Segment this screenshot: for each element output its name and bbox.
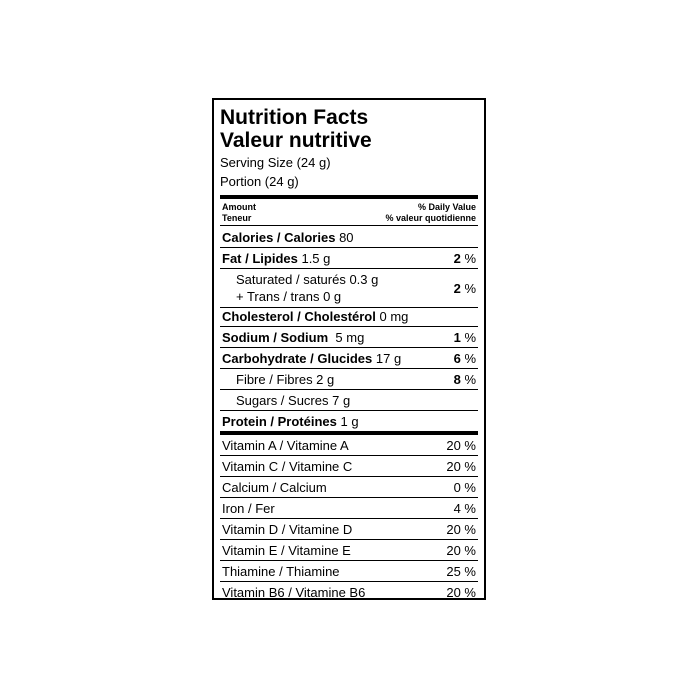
protein-row (220, 411, 478, 431)
vitamin-row (220, 582, 478, 602)
sodium-amount: 5 mg (335, 330, 365, 345)
vitamin-label: Vitamin C / Vitamine C (222, 459, 353, 474)
vitamin-daily-value: 20 % (446, 585, 476, 600)
vitamin-daily-value: 20 % (446, 543, 476, 558)
trans-label: + Trans / trans 0 g (236, 289, 342, 304)
vitamin-label: Vitamin A / Vitamine A (222, 438, 349, 453)
title-french: Valeur nutritive (220, 129, 372, 152)
vitamin-row (220, 477, 478, 498)
vitamin-label: Calcium / Calcium (222, 480, 327, 495)
carbohydrate-amount: 17 g (375, 351, 402, 366)
fibre-row (220, 369, 478, 390)
cholesterol-label: Cholesterol / Cholestérol (222, 309, 376, 324)
vitamin-row (220, 561, 478, 582)
vitamin-daily-value: 4 % (453, 501, 476, 516)
fibre-label: Fibre / Fibres 2 g (236, 372, 335, 387)
fat-row (220, 248, 478, 269)
fat-dv-number: 2 (453, 251, 461, 266)
vitamin-label: Vitamin E / Vitamine E (222, 543, 351, 558)
vitamin-row (220, 519, 478, 540)
fat-label: Fat / Lipides (222, 251, 298, 266)
vitamin-daily-value: 25 % (446, 564, 476, 579)
vitamin-label: Thiamine / Thiamine (222, 564, 340, 579)
sodium-dv-number: 1 (453, 330, 461, 345)
calories-label: Calories / Calories (222, 230, 336, 245)
vitamin-label: Iron / Fer (222, 501, 275, 516)
protein-amount: 1 g (340, 414, 359, 429)
vitamin-label: Vitamin D / Vitamine D (222, 522, 353, 537)
amount-header-french: Teneur (222, 213, 252, 223)
carbohydrate-dv-unit: % (460, 351, 476, 366)
saturated-dv-unit: % (460, 281, 476, 296)
saturated-trans-row (220, 269, 478, 308)
daily-value-header-english: % Daily Value (417, 202, 476, 212)
carbohydrate-label: Carbohydrate / Glucides (222, 351, 373, 366)
saturated-dv-number: 2 (453, 281, 461, 296)
fat-amount: 1.5 g (301, 251, 331, 266)
sodium-row (220, 327, 478, 348)
vitamin-label: Vitamin B6 / Vitamine B6 (222, 585, 366, 600)
fat-dv-unit: % (460, 251, 476, 266)
vitamin-row (220, 540, 478, 561)
nutrition-facts-label (212, 98, 486, 600)
fibre-dv-number: 8 (453, 372, 461, 387)
vitamin-daily-value: 20 % (446, 522, 476, 537)
vitamin-daily-value: 20 % (446, 438, 476, 453)
cholesterol-row (220, 306, 478, 327)
fibre-dv-unit: % (460, 372, 476, 387)
protein-label: Protein / Protéines (222, 414, 337, 429)
calories-amount: 80 (339, 230, 354, 245)
sugars-label: Sugars / Sucres 7 g (236, 393, 351, 408)
cholesterol-amount: 0 mg (379, 309, 409, 324)
sodium-label: Sodium / Sodium (222, 330, 329, 345)
carbohydrate-dv-number: 6 (453, 351, 461, 366)
header-divider (220, 225, 478, 226)
vitamin-row (220, 498, 478, 519)
calories-row (220, 227, 478, 248)
serving-size-french: Portion (24 g) (220, 174, 299, 189)
vitamin-row (220, 435, 478, 456)
serving-size-english: Serving Size (24 g) (220, 155, 331, 170)
amount-header-english: Amount (222, 202, 256, 212)
saturated-label: Saturated / saturés 0.3 g (236, 272, 379, 287)
vitamin-daily-value: 20 % (446, 459, 476, 474)
vitamin-row (220, 456, 478, 477)
vitamin-daily-value: 0 % (453, 480, 476, 495)
daily-value-header-french: % valeur quotidienne (385, 213, 476, 223)
carbohydrate-row (220, 348, 478, 369)
sugars-row (220, 390, 478, 411)
thick-divider (220, 195, 478, 199)
title-english: Nutrition Facts (220, 106, 369, 129)
sodium-dv-unit: % (460, 330, 476, 345)
